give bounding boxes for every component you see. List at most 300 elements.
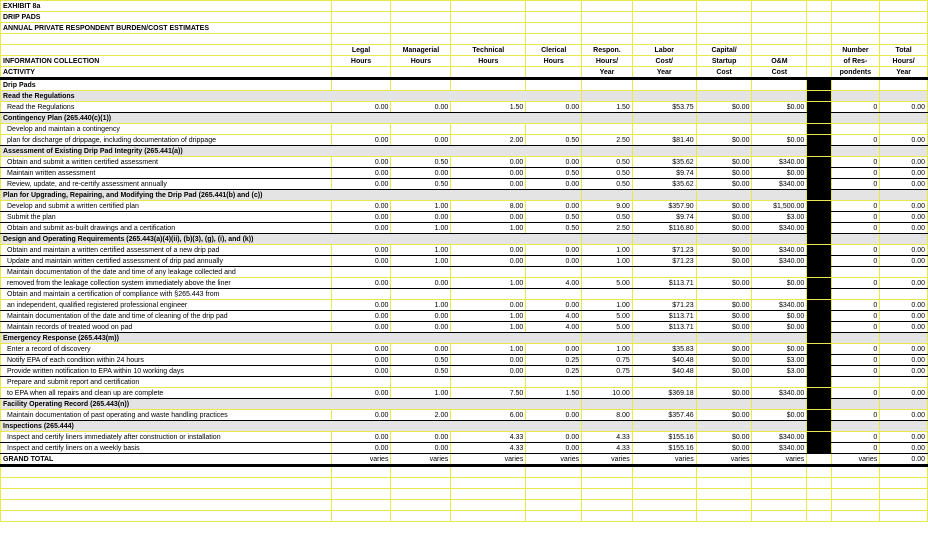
empty-cell (696, 333, 752, 344)
spacer-column (807, 201, 831, 212)
value-cell: 0.00 (526, 102, 582, 113)
value-cell: 5.00 (582, 278, 633, 289)
empty-cell (880, 377, 928, 388)
activity-label: an independent, qualified registered professional engineer (1, 300, 332, 311)
empty-cell (696, 113, 752, 124)
column-header-7-line-1: O&M (752, 56, 807, 67)
table-row-continuation (1, 267, 928, 278)
spacer-column (807, 135, 831, 146)
table-row (1, 223, 928, 234)
value-cell: 0.00 (391, 344, 451, 355)
column-header-1-line-1: Hours (391, 56, 451, 67)
empty-cell (696, 234, 752, 245)
empty-cell (331, 267, 391, 278)
empty-cell (582, 399, 633, 410)
empty-cell (696, 500, 752, 511)
empty-cell (632, 511, 696, 522)
value-cell: 0.00 (880, 410, 928, 421)
value-cell: 4.33 (451, 432, 526, 443)
exhibit-label: EXHIBIT 8a (1, 1, 332, 12)
grand-total-label: GRAND TOTAL (1, 454, 332, 466)
empty-cell (331, 511, 391, 522)
value-cell: 0.50 (391, 355, 451, 366)
value-cell: 0.00 (880, 322, 928, 333)
column-label-information-collection: INFORMATION COLLECTION (1, 56, 332, 67)
empty-cell (632, 146, 696, 157)
value-cell: 8.00 (451, 201, 526, 212)
value-cell: 6.00 (451, 410, 526, 421)
table-row (1, 278, 928, 289)
value-cell: 0.00 (391, 212, 451, 223)
value-cell: 0.00 (451, 300, 526, 311)
empty-cell (582, 511, 633, 522)
value-cell: $155.16 (632, 432, 696, 443)
empty-cell (831, 466, 880, 478)
spacer-column (807, 355, 831, 366)
value-cell: 7.50 (451, 388, 526, 399)
empty-cell (696, 421, 752, 432)
empty-cell (696, 267, 752, 278)
empty-cell (752, 511, 807, 522)
empty-cell (696, 190, 752, 201)
empty-row (1, 489, 928, 500)
activity-label: Enter a record of discovery (1, 344, 332, 355)
column-header-7-line-2: Cost (752, 67, 807, 79)
empty-cell (451, 500, 526, 511)
column-header-5-line-0: Labor (632, 45, 696, 56)
column-header-4-line-1: Hours/ (582, 56, 633, 67)
total-value-cell: varies (696, 454, 752, 466)
section-title: Inspections (265.444) (1, 421, 582, 432)
value-cell: 1.00 (582, 344, 633, 355)
empty-cell (880, 91, 928, 102)
table-row (1, 410, 928, 421)
table-title-row (1, 79, 928, 91)
value-cell: 0.00 (526, 410, 582, 421)
value-cell: $35.62 (632, 179, 696, 190)
value-cell: 1.00 (582, 256, 633, 267)
empty-cell (880, 511, 928, 522)
value-cell: 0.00 (451, 212, 526, 223)
empty-cell (632, 79, 696, 91)
activity-label: Read the Regulations (1, 102, 332, 113)
empty-cell (752, 267, 807, 278)
spacer-column (807, 366, 831, 377)
activity-label: Obtain and maintain a certification of compliance with §265.443 from (1, 289, 332, 300)
empty-cell (696, 478, 752, 489)
value-cell: 0.00 (391, 311, 451, 322)
column-header-9-line-1: of Res- (831, 56, 880, 67)
empty-cell (752, 377, 807, 388)
total-value-cell: varies (526, 454, 582, 466)
empty-cell (696, 289, 752, 300)
value-cell: $340.00 (752, 432, 807, 443)
value-cell: $0.00 (696, 311, 752, 322)
spacer-column (807, 443, 831, 454)
empty-cell (807, 511, 831, 522)
value-cell: $0.00 (696, 410, 752, 421)
empty-row (1, 466, 928, 478)
activity-label: Provide written notification to EPA within 10 working days (1, 366, 332, 377)
table-row (1, 212, 928, 223)
empty-cell (880, 500, 928, 511)
column-header-4-line-0: Respon. (582, 45, 633, 56)
value-cell: 1.00 (582, 245, 633, 256)
value-cell: 0.00 (526, 344, 582, 355)
empty-cell (831, 421, 880, 432)
value-cell: 0 (831, 168, 880, 179)
value-cell: 0.00 (880, 366, 928, 377)
header-row-3 (1, 67, 928, 79)
spacer-column (807, 432, 831, 443)
empty-cell (880, 146, 928, 157)
column-header-8-line-0 (807, 45, 831, 56)
table-row (1, 168, 928, 179)
value-cell: 1.00 (391, 245, 451, 256)
value-cell: 0 (831, 179, 880, 190)
value-cell: 0.00 (391, 135, 451, 146)
spacer-column (807, 212, 831, 223)
empty-cell (451, 511, 526, 522)
value-cell: 0.50 (526, 212, 582, 223)
empty-cell (696, 124, 752, 135)
value-cell: 0.00 (331, 223, 391, 234)
value-cell: 2.00 (391, 410, 451, 421)
value-cell: $0.00 (696, 443, 752, 454)
value-cell: 0.00 (880, 355, 928, 366)
empty-cell (391, 466, 451, 478)
empty-cell (331, 289, 391, 300)
value-cell: $1,500.00 (752, 201, 807, 212)
value-cell: 0.00 (331, 212, 391, 223)
value-cell: $113.71 (632, 322, 696, 333)
empty-cell (632, 124, 696, 135)
empty-cell (880, 234, 928, 245)
value-cell: 0.00 (331, 157, 391, 168)
value-cell: $0.00 (696, 223, 752, 234)
empty-cell (696, 377, 752, 388)
value-cell: $0.00 (696, 388, 752, 399)
empty-cell (582, 267, 633, 278)
empty-cell (582, 421, 633, 432)
value-cell: 0.00 (391, 278, 451, 289)
value-cell: $0.00 (696, 102, 752, 113)
spacer-column (807, 79, 831, 91)
table-subtitle: ANNUAL PRIVATE RESPONDENT BURDEN/COST ESTIMATES (1, 23, 332, 34)
value-cell: 0.00 (331, 410, 391, 421)
table-row (1, 300, 928, 311)
total-value-cell: varies (632, 454, 696, 466)
value-cell: 0.00 (451, 168, 526, 179)
value-cell: 0 (831, 245, 880, 256)
empty-row (1, 478, 928, 489)
empty-cell (752, 91, 807, 102)
value-cell: $0.00 (696, 278, 752, 289)
value-cell: $0.00 (696, 212, 752, 223)
table-row (1, 344, 928, 355)
column-header-3-line-2 (526, 67, 582, 79)
value-cell: 0.00 (880, 388, 928, 399)
value-cell: 9.00 (582, 201, 633, 212)
section-title: Emergency Response (265.443(m)) (1, 333, 582, 344)
value-cell: 0 (831, 223, 880, 234)
value-cell: $357.90 (632, 201, 696, 212)
value-cell: 0.00 (880, 201, 928, 212)
table-row-continuation (1, 124, 928, 135)
value-cell: 1.50 (526, 388, 582, 399)
value-cell: 2.50 (582, 223, 633, 234)
value-cell: $0.00 (696, 322, 752, 333)
value-cell: 0 (831, 212, 880, 223)
value-cell: 0 (831, 300, 880, 311)
table-row (1, 135, 928, 146)
empty-cell (807, 466, 831, 478)
value-cell: $340.00 (752, 157, 807, 168)
empty-cell (391, 377, 451, 388)
value-cell: 0.00 (880, 432, 928, 443)
value-cell: $0.00 (696, 135, 752, 146)
value-cell: 0.00 (880, 102, 928, 113)
value-cell: $116.80 (632, 223, 696, 234)
value-cell: $0.00 (696, 157, 752, 168)
value-cell: $0.00 (696, 300, 752, 311)
empty-cell (696, 511, 752, 522)
empty-cell (632, 478, 696, 489)
value-cell: 0.00 (331, 135, 391, 146)
value-cell: 0.50 (391, 157, 451, 168)
empty-cell (451, 489, 526, 500)
empty-cell (752, 190, 807, 201)
value-cell: $340.00 (752, 300, 807, 311)
activity-label: Maintain documentation of the date and time of any leakage collected and (1, 267, 332, 278)
section-title: Plan for Upgrading, Repairing, and Modifying the Drip Pad (265.441(b) and (c)) (1, 190, 582, 201)
value-cell: 0.50 (582, 212, 633, 223)
activity-label: Obtain and maintain a written certified assessment of a new drip pad (1, 245, 332, 256)
empty-cell (696, 91, 752, 102)
value-cell: 0.00 (391, 443, 451, 454)
value-cell: 0 (831, 410, 880, 421)
value-cell: 0.50 (526, 223, 582, 234)
value-cell: 0.50 (582, 157, 633, 168)
value-cell: 4.00 (526, 311, 582, 322)
value-cell: $71.23 (632, 300, 696, 311)
table-title: Drip Pads (1, 79, 332, 91)
value-cell: 0.00 (880, 157, 928, 168)
spacer-column (807, 223, 831, 234)
value-cell: 0.00 (451, 366, 526, 377)
empty-cell (582, 124, 633, 135)
empty-cell (582, 500, 633, 511)
section-title: Facility Operating Record (265.443(n)) (1, 399, 582, 410)
value-cell: 4.00 (526, 322, 582, 333)
table-row (1, 443, 928, 454)
value-cell: 0.00 (451, 245, 526, 256)
column-header-10-line-1: Hours/ (880, 56, 928, 67)
spacer-column (807, 278, 831, 289)
empty-cell (880, 421, 928, 432)
value-cell: 0.00 (451, 355, 526, 366)
empty-cell (831, 377, 880, 388)
table-row (1, 245, 928, 256)
table-row (1, 322, 928, 333)
value-cell: $71.23 (632, 245, 696, 256)
table-row (1, 432, 928, 443)
spacer-column (807, 179, 831, 190)
value-cell: 0 (831, 102, 880, 113)
section-header (1, 333, 928, 344)
empty-cell (696, 466, 752, 478)
column-header-9-line-0: Number (831, 45, 880, 56)
value-cell: 0.00 (331, 201, 391, 212)
value-cell: 0.50 (391, 179, 451, 190)
value-cell: $0.00 (752, 102, 807, 113)
value-cell: 0.75 (582, 366, 633, 377)
value-cell: 0.00 (331, 388, 391, 399)
value-cell: $0.00 (696, 344, 752, 355)
value-cell: 0.50 (582, 168, 633, 179)
empty-cell (331, 79, 391, 91)
value-cell: 0 (831, 278, 880, 289)
empty-cell (526, 489, 582, 500)
column-header-1-line-2 (391, 67, 451, 79)
grand-total-row (1, 454, 928, 466)
spacer-column (807, 168, 831, 179)
empty-cell (582, 146, 633, 157)
value-cell: 8.00 (582, 410, 633, 421)
value-cell: 0.00 (391, 322, 451, 333)
value-cell: 2.50 (582, 135, 633, 146)
column-header-10-line-0: Total (880, 45, 928, 56)
empty-cell (632, 489, 696, 500)
empty-cell (632, 190, 696, 201)
empty-cell (526, 267, 582, 278)
total-value-cell: varies (451, 454, 526, 466)
value-cell: 4.33 (582, 432, 633, 443)
empty-cell (331, 500, 391, 511)
spacer-column (807, 102, 831, 113)
empty-cell (451, 478, 526, 489)
value-cell: 0.00 (331, 311, 391, 322)
empty-cell (451, 267, 526, 278)
column-header-2-line-1: Hours (451, 56, 526, 67)
spacer-column (807, 388, 831, 399)
table-row-continuation (1, 377, 928, 388)
empty-cell (752, 466, 807, 478)
value-cell: 5.00 (582, 322, 633, 333)
section-header (1, 190, 928, 201)
empty-cell (880, 267, 928, 278)
empty-cell (582, 466, 633, 478)
value-cell: 1.00 (451, 344, 526, 355)
column-header-10-line-2: Year (880, 67, 928, 79)
header-row-1 (1, 45, 928, 56)
value-cell: 1.50 (582, 102, 633, 113)
empty-cell (880, 190, 928, 201)
empty-cell (632, 399, 696, 410)
value-cell: $0.00 (752, 311, 807, 322)
value-cell: 0.00 (526, 300, 582, 311)
value-cell: 0.00 (391, 102, 451, 113)
value-cell: $0.00 (752, 168, 807, 179)
empty-cell (752, 113, 807, 124)
value-cell: 0.00 (526, 443, 582, 454)
value-cell: 10.00 (582, 388, 633, 399)
empty-cell (582, 489, 633, 500)
value-cell: $0.00 (752, 135, 807, 146)
value-cell: 0.50 (391, 366, 451, 377)
empty-cell (632, 500, 696, 511)
empty-cell (451, 466, 526, 478)
spacer-column (807, 245, 831, 256)
empty-cell (752, 399, 807, 410)
value-cell: 0.00 (451, 157, 526, 168)
column-header-6-line-0: Capital/ (696, 45, 752, 56)
empty-cell (831, 267, 880, 278)
spacer-column (807, 190, 831, 201)
value-cell: 0.00 (331, 322, 391, 333)
empty-row (1, 500, 928, 511)
empty-cell (831, 113, 880, 124)
empty-cell (880, 333, 928, 344)
activity-label: Maintain written assessment (1, 168, 332, 179)
empty-cell (526, 500, 582, 511)
value-cell: 0.00 (331, 366, 391, 377)
value-cell: 0.00 (880, 443, 928, 454)
empty-cell (582, 478, 633, 489)
value-cell: 0.00 (526, 245, 582, 256)
value-cell: 0 (831, 201, 880, 212)
table-row (1, 256, 928, 267)
empty-cell (807, 478, 831, 489)
value-cell: 0.00 (880, 311, 928, 322)
value-cell: $357.46 (632, 410, 696, 421)
empty-cell (391, 511, 451, 522)
empty-cell (632, 377, 696, 388)
empty-cell (831, 124, 880, 135)
activity-label: Prepare and submit report and certification (1, 377, 332, 388)
spacer-column (807, 289, 831, 300)
value-cell: $155.16 (632, 443, 696, 454)
empty-cell (831, 333, 880, 344)
empty-cell (1, 478, 332, 489)
value-cell: 0.50 (582, 179, 633, 190)
value-cell: $0.00 (752, 410, 807, 421)
empty-cell (831, 146, 880, 157)
value-cell: 0.00 (331, 168, 391, 179)
spacer-column (807, 300, 831, 311)
empty-cell (331, 124, 391, 135)
empty-cell (632, 267, 696, 278)
section-header (1, 234, 928, 245)
empty-cell (880, 466, 928, 478)
empty-cell (632, 289, 696, 300)
value-cell: 0.00 (880, 256, 928, 267)
value-cell: $113.71 (632, 278, 696, 289)
value-cell: 0.00 (526, 432, 582, 443)
column-header-5-line-2: Year (632, 67, 696, 79)
empty-cell (526, 79, 582, 91)
activity-label: Review, update, and re-certify assessment annually (1, 179, 332, 190)
empty-cell (582, 333, 633, 344)
column-header-5-line-1: Cost/ (632, 56, 696, 67)
activity-label: Maintain documentation of past operating and waste handling practices (1, 410, 332, 421)
value-cell: 0.00 (391, 432, 451, 443)
value-cell: $71.23 (632, 256, 696, 267)
spacer-column (807, 234, 831, 245)
value-cell: $3.00 (752, 366, 807, 377)
empty-cell (831, 478, 880, 489)
value-cell: 0 (831, 135, 880, 146)
